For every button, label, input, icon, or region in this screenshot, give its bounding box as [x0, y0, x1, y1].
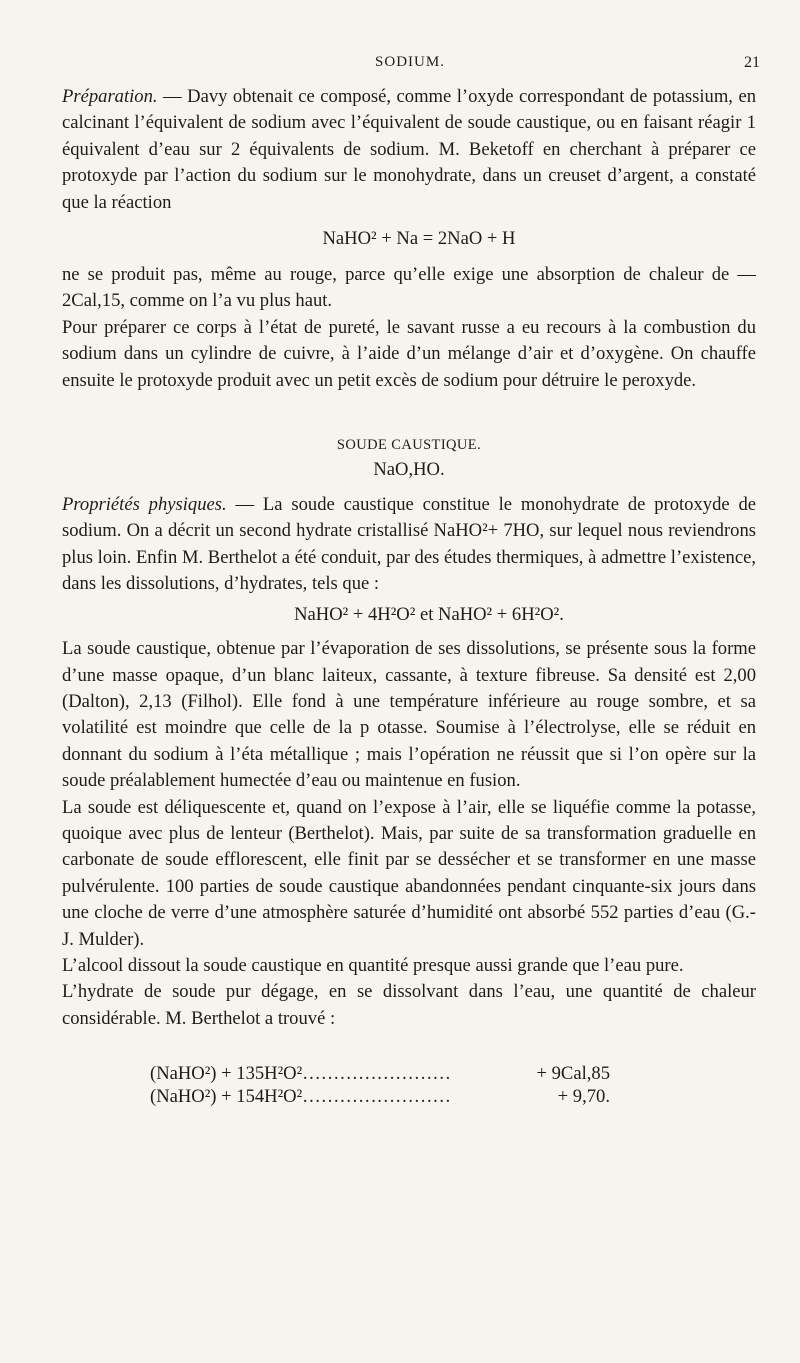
- section-formula: NaO,HO.: [373, 459, 445, 481]
- heat-row: [150, 1062, 610, 1085]
- paragraph-preparation: [62, 84, 756, 216]
- page-body: [62, 84, 756, 1108]
- heat-row: [150, 1085, 610, 1108]
- paragraph-text-preparation: — Davy obtenait ce composé, comme l’oxyde correspondant de potassium, en calcinant l’équivalent de sodium avec l’équivalent de soude caustique, ou en faisant réagir 1 équivalent d’eau sur 2 équivalents de sodium. M. Beketoff en cherchant à préparer ce protoxyde par l’action du sodium sur le monohydrate, dans un creuset d’argent, a constaté que la réaction: [62, 86, 756, 213]
- section-title: SOUDE CAUSTIQUE.: [336, 437, 482, 454]
- paragraph-lead-properties: Propriétés physiques.: [62, 494, 227, 516]
- hydrates-formula: NaHO² + 4H²O² et NaHO² + 6H²O².: [294, 603, 564, 625]
- paragraph-text-properties: — La soude caustique constitue le monohydrate de protoxyde de sodium. On a décrit un second hydrate cristallisé NaHO²+ 7HO, sur lequel nous reviendrons plus loin. Enfin M. Berthelot a été conduit, par des études thermiques, à admettre l’existence, dans les dissolutions, d’hydrates, tels que :: [62, 494, 757, 595]
- paragraph-physical-properties: [62, 492, 756, 598]
- page-header: [60, 54, 760, 78]
- paragraph-lead-preparation: Préparation.: [62, 86, 158, 107]
- heat-row-value: + 9,70.: [557, 1086, 610, 1108]
- paragraph-description: La soude caustique, obtenue par l’évaporation de ses dissolutions, se présente sous la forme d’une masse opaque, d’un blanc laiteux, cassante, à texture fibreuse. Sa densité est 2,00 (Dalton), 2,13 (Filhol). Elle fond à une température inférieure au rouge sombre, et sa volatilité est moindre que celle de la p otasse. Soumise à l’électrolyse, elle se réduit en donnant du sodium à l’éta métallique ; mais l’opération ne réussit que si l’on opère sur la soude préalablement humectée d’eau ou maintenue en fusion.: [62, 638, 756, 792]
- paragraph-purity: Pour préparer ce corps à l’état de pureté, le savant russe a eu recours à la combustion du sodium dans un cylindre de cuivre, à l’aide d’un mélange d’air et d’oxygène. On chauffe ensuite le protoxyde produit avec un petit excès de sodium pour détruire le peroxyde.: [62, 316, 756, 391]
- heat-row-value: + 9Cal,85: [536, 1063, 610, 1085]
- paragraph-alcohol: L’alcool dissout la soude caustique en quantité presque aussi grande que l’eau pure.: [62, 954, 684, 976]
- heat-table: [150, 1062, 610, 1108]
- running-head: SODIUM.: [375, 54, 445, 70]
- reaction-formula: NaHO² + Na = 2NaO + H: [322, 228, 516, 250]
- paragraph-heat-absorption: ne se produit pas, même au rouge, parce qu’elle exige une absorption de chaleur de —2Cal,15, comme on l’a vu plus haut.: [62, 264, 756, 312]
- page-number: 21: [744, 54, 760, 71]
- heat-row-expression: (NaHO²) + 154H²O²……………………: [150, 1086, 451, 1108]
- heat-row-expression: (NaHO²) + 135H²O²……………………: [150, 1063, 451, 1085]
- paragraph-dissolution-heat: L’hydrate de soude pur dégage, en se dissolvant dans l’eau, une quantité de chaleur considérable. M. Berthelot a trouvé :: [62, 981, 756, 1029]
- paragraph-deliquescence: La soude est déliquescente et, quand on l’expose à l’air, elle se liquéfie comme la potasse, quoique avec plus de lenteur (Berthelot). Mais, par suite de sa transformation graduelle en carbonate de soude efflorescent, elle finit par se dessécher et se transformer en une masse pulvérulente. 100 parties de soude caustique abandonnées pendant cinquante-six jours dans une cloche de verre d’une atmosphère saturée d’humidité ont absorbé 552 parties d’eau (G.-J. Mulder).: [62, 796, 756, 950]
